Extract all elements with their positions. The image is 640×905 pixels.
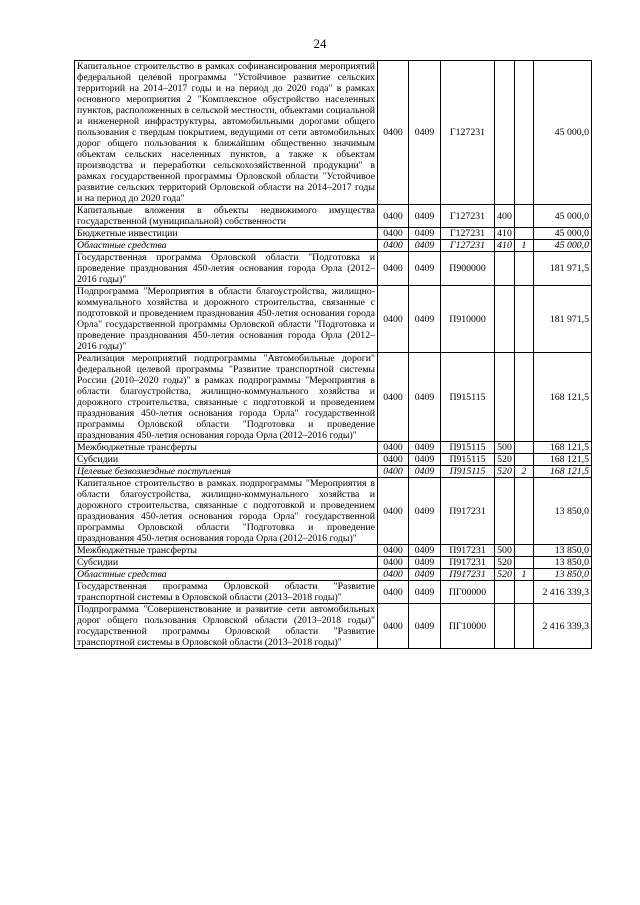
row-description: Капитальные вложения в объекты недвижимого имущества государственной (муниципальной) собственности (75, 205, 378, 228)
target-article-code: Г127231 (441, 61, 495, 205)
section-code: 0400 (378, 478, 409, 545)
section-code: 0400 (378, 557, 409, 569)
subsection-code: 0409 (409, 228, 441, 240)
amount: 13 850,0 (534, 569, 592, 581)
section-code: 0400 (378, 466, 409, 478)
target-article-code: П900000 (441, 252, 495, 286)
section-code: 0400 (378, 569, 409, 581)
row-description: Бюджетные инвестиции (75, 228, 378, 240)
target-article-code: ПГ00000 (441, 581, 495, 604)
subsection-code: 0409 (409, 353, 441, 442)
page-number: 24 (313, 36, 327, 51)
expense-type-code: 520 (495, 454, 515, 466)
row-description: Государственная программа Орловской области "Развитие транспортной системы в Орловской области (2013–2018 годы)" (75, 581, 378, 604)
table-row (75, 581, 592, 604)
target-article-code: П917231 (441, 478, 495, 545)
subsection-code: 0409 (409, 286, 441, 353)
target-article-code: П915115 (441, 353, 495, 442)
section-code: 0400 (378, 604, 409, 649)
table-row (75, 442, 592, 454)
funding-kind-code (515, 545, 534, 557)
subsection-code: 0409 (409, 61, 441, 205)
budget-table (74, 60, 592, 649)
amount: 13 850,0 (534, 545, 592, 557)
table-row (75, 353, 592, 442)
subsection-code: 0409 (409, 442, 441, 454)
funding-kind-code (515, 557, 534, 569)
expense-type-code: 410 (495, 240, 515, 252)
target-article-code: Г127231 (441, 240, 495, 252)
amount: 181 971,5 (534, 286, 592, 353)
target-article-code: П917231 (441, 545, 495, 557)
expense-type-code: 500 (495, 442, 515, 454)
table-row (75, 478, 592, 545)
section-code: 0400 (378, 240, 409, 252)
target-article-code: Г127231 (441, 205, 495, 228)
subsection-code: 0409 (409, 466, 441, 478)
table-row (75, 228, 592, 240)
row-description: Межбюджетные трансферты (75, 442, 378, 454)
table-row (75, 604, 592, 649)
section-code: 0400 (378, 454, 409, 466)
funding-kind-code (515, 252, 534, 286)
funding-kind-code: 2 (515, 466, 534, 478)
expense-type-code (495, 581, 515, 604)
row-description: Государственная программа Орловской области "Подготовка и проведение празднования 450-летия основания города Орла (2012–2016 годы)" (75, 252, 378, 286)
funding-kind-code (515, 478, 534, 545)
section-code: 0400 (378, 228, 409, 240)
funding-kind-code (515, 228, 534, 240)
funding-kind-code (515, 604, 534, 649)
funding-kind-code (515, 442, 534, 454)
amount: 13 850,0 (534, 557, 592, 569)
expense-type-code (495, 252, 515, 286)
row-description: Областные средства (75, 240, 378, 252)
target-article-code: П910000 (441, 286, 495, 353)
subsection-code: 0409 (409, 557, 441, 569)
section-code: 0400 (378, 252, 409, 286)
target-article-code: П915115 (441, 466, 495, 478)
section-code: 0400 (378, 581, 409, 604)
table-row (75, 466, 592, 478)
amount: 168 121,5 (534, 466, 592, 478)
subsection-code: 0409 (409, 454, 441, 466)
section-code: 0400 (378, 61, 409, 205)
table-row (75, 545, 592, 557)
amount: 13 850,0 (534, 478, 592, 545)
expense-type-code (495, 61, 515, 205)
amount: 45 000,0 (534, 228, 592, 240)
row-description: Подпрограмма "Мероприятия в области благоустройства, жилищно-коммунального хозяйства и дорожного строительства, связанные с подготовкой и проведением празднования 450-летия основания города Орла" государственной программы Орловской области "Подготовка и проведение празднования 450-летия основания города Орла (2012–2016 годы)" (75, 286, 378, 353)
amount: 168 121,5 (534, 442, 592, 454)
row-description: Субсидии (75, 454, 378, 466)
row-description: Межбюджетные трансферты (75, 545, 378, 557)
subsection-code: 0409 (409, 545, 441, 557)
row-description: Субсидии (75, 557, 378, 569)
table-row (75, 454, 592, 466)
target-article-code: ПГ10000 (441, 604, 495, 649)
target-article-code: П917231 (441, 557, 495, 569)
table-row (75, 557, 592, 569)
target-article-code: Г127231 (441, 228, 495, 240)
amount: 2 416 339,3 (534, 581, 592, 604)
section-code: 0400 (378, 442, 409, 454)
funding-kind-code (515, 353, 534, 442)
expense-type-code: 400 (495, 205, 515, 228)
table-row (75, 205, 592, 228)
section-code: 0400 (378, 545, 409, 557)
section-code: 0400 (378, 205, 409, 228)
row-description: Капитальное строительство в рамках подпрограммы "Мероприятия в области благоустройства, жилищно-коммунального хозяйства и дорожного строительства, связанные с подготовкой и проведением празднования 450-летия основания города Орла" государственной программы Орловской области "Подготовка и проведение празднования 450-летия основания города Орла (2012–2016 годы)" (75, 478, 378, 545)
amount: 2 416 339,3 (534, 604, 592, 649)
subsection-code: 0409 (409, 252, 441, 286)
target-article-code: П915115 (441, 442, 495, 454)
target-article-code: П915115 (441, 454, 495, 466)
expense-type-code (495, 353, 515, 442)
subsection-code: 0409 (409, 569, 441, 581)
funding-kind-code (515, 581, 534, 604)
expense-type-code: 410 (495, 228, 515, 240)
funding-kind-code (515, 61, 534, 205)
amount: 45 000,0 (534, 205, 592, 228)
expense-type-code: 520 (495, 557, 515, 569)
funding-kind-code (515, 454, 534, 466)
expense-type-code (495, 286, 515, 353)
funding-kind-code (515, 205, 534, 228)
subsection-code: 0409 (409, 604, 441, 649)
table-row (75, 252, 592, 286)
subsection-code: 0409 (409, 205, 441, 228)
row-description: Капитальное строительство в рамках софинансирования мероприятий федеральной целевой программы "Устойчивое развитие сельских территорий на 2014–2017 годы и на период до 2020 года" в рамках основного мероприятия 2 "Комплексное обустройство населенных пунктов, расположенных в сельской местности, объектами социальной и инженерной инфраструктуры, автомобильными дорогами общего пользования с твердым покрытием, ведущими от сети автомобильных дорог общего пользования к ближайшим общественно значимым объектам сельских населенных пунктов, а также к объектам производства и переработки сельскохозяйственной продукции" в рамках государственной программы Орловской области "Устойчивое развитие сельских территорий Орловской области на 2014–2017 годы и на период до 2020 года" (75, 61, 378, 205)
table-row (75, 61, 592, 205)
amount: 168 121,5 (534, 454, 592, 466)
table-row (75, 240, 592, 252)
expense-type-code: 500 (495, 545, 515, 557)
amount: 45 000,0 (534, 240, 592, 252)
expense-type-code: 520 (495, 466, 515, 478)
row-description: Реализация мероприятий подпрограммы "Автомобильные дороги" федеральной целевой программы "Развитие транспортной системы России (2010–2020 годы)" в рамках подпрограммы "Мероприятия в области благоустройства, жилищно-коммунального хозяйства и дорожного строительства, связанные с подготовкой и проведением празднования 450-летия основания города Орла" государственной программы Орловской области "Подготовка и проведение празднования 450-летия основания города Орла (2012–2016 годы)" (75, 353, 378, 442)
section-code: 0400 (378, 353, 409, 442)
subsection-code: 0409 (409, 478, 441, 545)
funding-kind-code: 1 (515, 569, 534, 581)
funding-kind-code (515, 286, 534, 353)
expense-type-code: 520 (495, 569, 515, 581)
subsection-code: 0409 (409, 581, 441, 604)
expense-type-code (495, 604, 515, 649)
table-row (75, 569, 592, 581)
row-description: Целевые безвозмездные поступления (75, 466, 378, 478)
amount: 45 000,0 (534, 61, 592, 205)
funding-kind-code: 1 (515, 240, 534, 252)
subsection-code: 0409 (409, 240, 441, 252)
expense-type-code (495, 478, 515, 545)
row-description: Подпрограмма "Совершенствование и развитие сети автомобильных дорог общего пользования Орловской области (2013–2018 годы)" государственной программы Орловской области "Развитие транспортной системы в Орловской области (2013–2018 годы)" (75, 604, 378, 649)
amount: 168 121,5 (534, 353, 592, 442)
section-code: 0400 (378, 286, 409, 353)
row-description: Областные средства (75, 569, 378, 581)
table-row (75, 286, 592, 353)
amount: 181 971,5 (534, 252, 592, 286)
target-article-code: П917231 (441, 569, 495, 581)
